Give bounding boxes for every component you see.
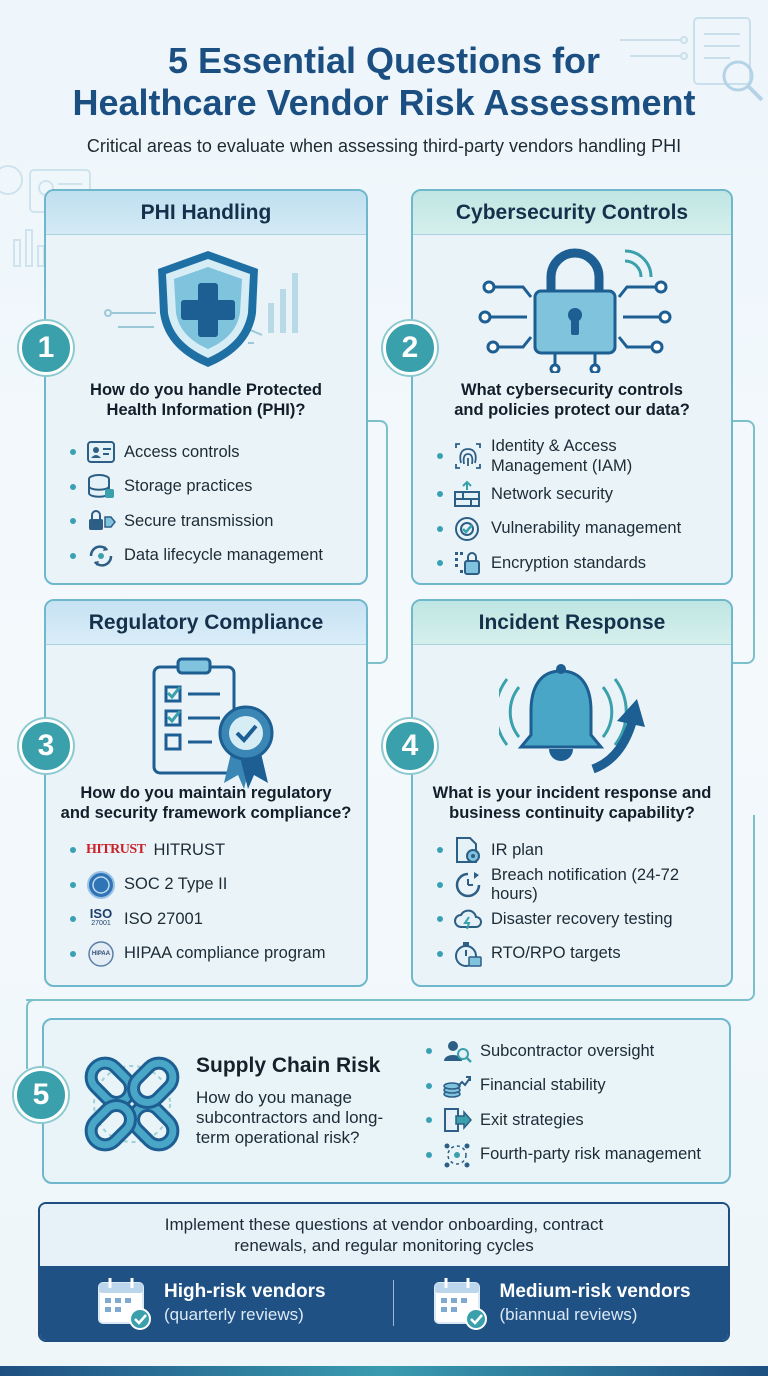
item-label: Vulnerability management bbox=[491, 519, 682, 538]
target-check-icon bbox=[453, 514, 483, 544]
number-badge-1: 1 bbox=[19, 321, 73, 375]
hipaa-seal-text: HIPAA bbox=[91, 950, 111, 957]
connector-line bbox=[733, 420, 755, 664]
card-supply-chain-risk bbox=[42, 1018, 731, 1184]
item-label: Financial stability bbox=[480, 1076, 606, 1095]
item-label: Breach notification (24-72 hours) bbox=[491, 865, 680, 903]
list-item bbox=[70, 435, 356, 470]
network-nodes-icon bbox=[442, 1140, 472, 1170]
document-gear-icon bbox=[453, 835, 483, 865]
list-item bbox=[437, 477, 721, 512]
medium-risk-frequency: (biannual reviews) bbox=[499, 1305, 638, 1324]
list-item bbox=[70, 902, 356, 937]
connector-line bbox=[366, 420, 388, 664]
question-line-2: and security framework compliance? bbox=[60, 804, 352, 822]
card-question bbox=[46, 783, 366, 823]
shield-medical-icon bbox=[98, 243, 318, 373]
card-item-list bbox=[437, 435, 721, 581]
footer-bar bbox=[0, 1366, 768, 1376]
fingerprint-icon bbox=[453, 441, 483, 471]
title-line-1: 5 Essential Questions for bbox=[167, 40, 601, 81]
number-badge-2: 2 bbox=[383, 321, 437, 375]
calendar-check-icon bbox=[96, 1275, 158, 1331]
list-item bbox=[70, 937, 356, 972]
supply-chain-item-list bbox=[426, 1034, 719, 1172]
number-badge-4: 4 bbox=[383, 719, 437, 773]
supply-chain-title: Supply Chain Risk bbox=[196, 1054, 381, 1077]
list-item bbox=[426, 1138, 719, 1173]
list-item bbox=[70, 470, 356, 505]
question-line-2: Health Information (PHI)? bbox=[106, 401, 306, 419]
list-item bbox=[437, 546, 721, 581]
card-item-list bbox=[70, 435, 356, 573]
banner-text bbox=[40, 1204, 728, 1266]
list-item bbox=[437, 435, 721, 477]
supply-chain-question: How do you manage subcontractors and long-term operational risk? bbox=[196, 1088, 384, 1147]
question-line-1: How do you handle Protected bbox=[90, 381, 322, 399]
card-question bbox=[46, 380, 366, 420]
title-line-2: Healthcare Vendor Risk Assessment bbox=[72, 82, 696, 123]
item-label: Subcontractor oversight bbox=[480, 1041, 655, 1060]
card-title: Regulatory Compliance bbox=[46, 601, 366, 645]
item-label: Access controls bbox=[124, 442, 240, 461]
item-label: ISO 27001 bbox=[124, 909, 203, 928]
encryption-lock-icon bbox=[453, 548, 483, 578]
soc2-badge-icon bbox=[86, 870, 116, 900]
page-subtitle: Critical areas to evaluate when assessing third-party vendors handling PHI bbox=[86, 136, 682, 156]
high-risk-title: High-risk vendors bbox=[164, 1281, 326, 1302]
number-badge-5: 5 bbox=[14, 1068, 68, 1122]
coins-growth-icon bbox=[442, 1071, 472, 1101]
item-label: Data lifecycle management bbox=[124, 546, 324, 565]
cloud-recovery-icon bbox=[453, 904, 483, 934]
item-label: Secure transmission bbox=[124, 511, 274, 530]
question-line-1: What is your incident response and bbox=[432, 784, 712, 802]
firewall-icon bbox=[453, 479, 483, 509]
medium-risk-schedule bbox=[394, 1266, 729, 1340]
list-item bbox=[70, 833, 356, 868]
card-regulatory-compliance bbox=[44, 599, 368, 987]
hipaa-seal-icon bbox=[86, 939, 116, 969]
alarm-bell-icon bbox=[499, 657, 659, 777]
hitrust-logo-icon: HITRUST bbox=[86, 842, 146, 858]
notification-clock-icon bbox=[453, 870, 483, 900]
item-label: Disaster recovery testing bbox=[491, 909, 673, 928]
question-line-2: business continuity capability? bbox=[449, 804, 695, 822]
card-incident-response bbox=[411, 599, 733, 987]
item-label: Storage practices bbox=[124, 477, 253, 496]
card-title: Cybersecurity Controls bbox=[413, 191, 731, 235]
lock-transfer-icon bbox=[86, 506, 116, 536]
card-title: Incident Response bbox=[413, 601, 731, 645]
review-schedule bbox=[40, 1266, 728, 1340]
list-item bbox=[70, 504, 356, 539]
banner-text-line-1: Implement these questions at vendor onboarding, contract bbox=[164, 1215, 604, 1234]
card-cybersecurity-controls bbox=[411, 189, 733, 585]
list-item bbox=[437, 833, 721, 868]
list-item bbox=[426, 1103, 719, 1138]
question-line-1: How do you maintain regulatory bbox=[80, 784, 332, 802]
page-title bbox=[0, 40, 768, 124]
question-line-2: and policies protect our data? bbox=[454, 401, 690, 419]
medium-risk-title: Medium-risk vendors bbox=[499, 1281, 691, 1302]
list-item bbox=[426, 1069, 719, 1104]
iso-logo-text: ISO bbox=[89, 906, 113, 922]
calendar-check-icon bbox=[432, 1275, 494, 1331]
database-icon bbox=[86, 472, 116, 502]
list-item bbox=[70, 539, 356, 574]
implementation-banner bbox=[38, 1202, 730, 1342]
iso-logo-number: 27001 bbox=[91, 920, 111, 928]
list-item bbox=[437, 865, 721, 903]
stopwatch-icon bbox=[453, 939, 483, 969]
list-item bbox=[437, 937, 721, 972]
lifecycle-icon bbox=[86, 541, 116, 571]
item-label: HIPAA compliance program bbox=[124, 944, 326, 963]
item-label: IR plan bbox=[491, 840, 544, 859]
person-search-icon bbox=[442, 1036, 472, 1066]
high-risk-frequency: (quarterly reviews) bbox=[164, 1305, 304, 1324]
card-title: PHI Handling bbox=[46, 191, 366, 235]
item-label: RTO/RPO targets bbox=[491, 944, 621, 963]
number-badge-3: 3 bbox=[19, 719, 73, 773]
list-item bbox=[70, 868, 356, 903]
id-card-icon bbox=[86, 437, 116, 467]
clipboard-badge-icon bbox=[146, 653, 296, 789]
item-label: HITRUST bbox=[153, 840, 226, 859]
card-item-list bbox=[437, 833, 721, 971]
list-item bbox=[437, 512, 721, 547]
card-phi-handling bbox=[44, 189, 368, 585]
item-label: Fourth-party risk management bbox=[480, 1145, 702, 1164]
item-label: SOC 2 Type II bbox=[124, 875, 228, 894]
card-question bbox=[413, 380, 731, 420]
item-label: Identity & Access Management (IAM) bbox=[491, 437, 633, 475]
list-item bbox=[437, 902, 721, 937]
exit-door-icon bbox=[442, 1105, 472, 1135]
banner-text-line-2: renewals, and regular monitoring cycles bbox=[234, 1236, 534, 1255]
card-question bbox=[413, 783, 731, 823]
card-item-list bbox=[70, 833, 356, 971]
question-line-1: What cybersecurity controls bbox=[461, 381, 683, 399]
list-item bbox=[426, 1034, 719, 1069]
iso-logo-icon bbox=[86, 904, 116, 934]
item-label: Encryption standards bbox=[491, 553, 647, 572]
item-label: Network security bbox=[491, 484, 613, 503]
padlock-network-icon bbox=[475, 247, 675, 373]
high-risk-schedule bbox=[40, 1266, 393, 1340]
item-label: Exit strategies bbox=[480, 1110, 584, 1129]
chain-links-icon bbox=[72, 1044, 192, 1164]
